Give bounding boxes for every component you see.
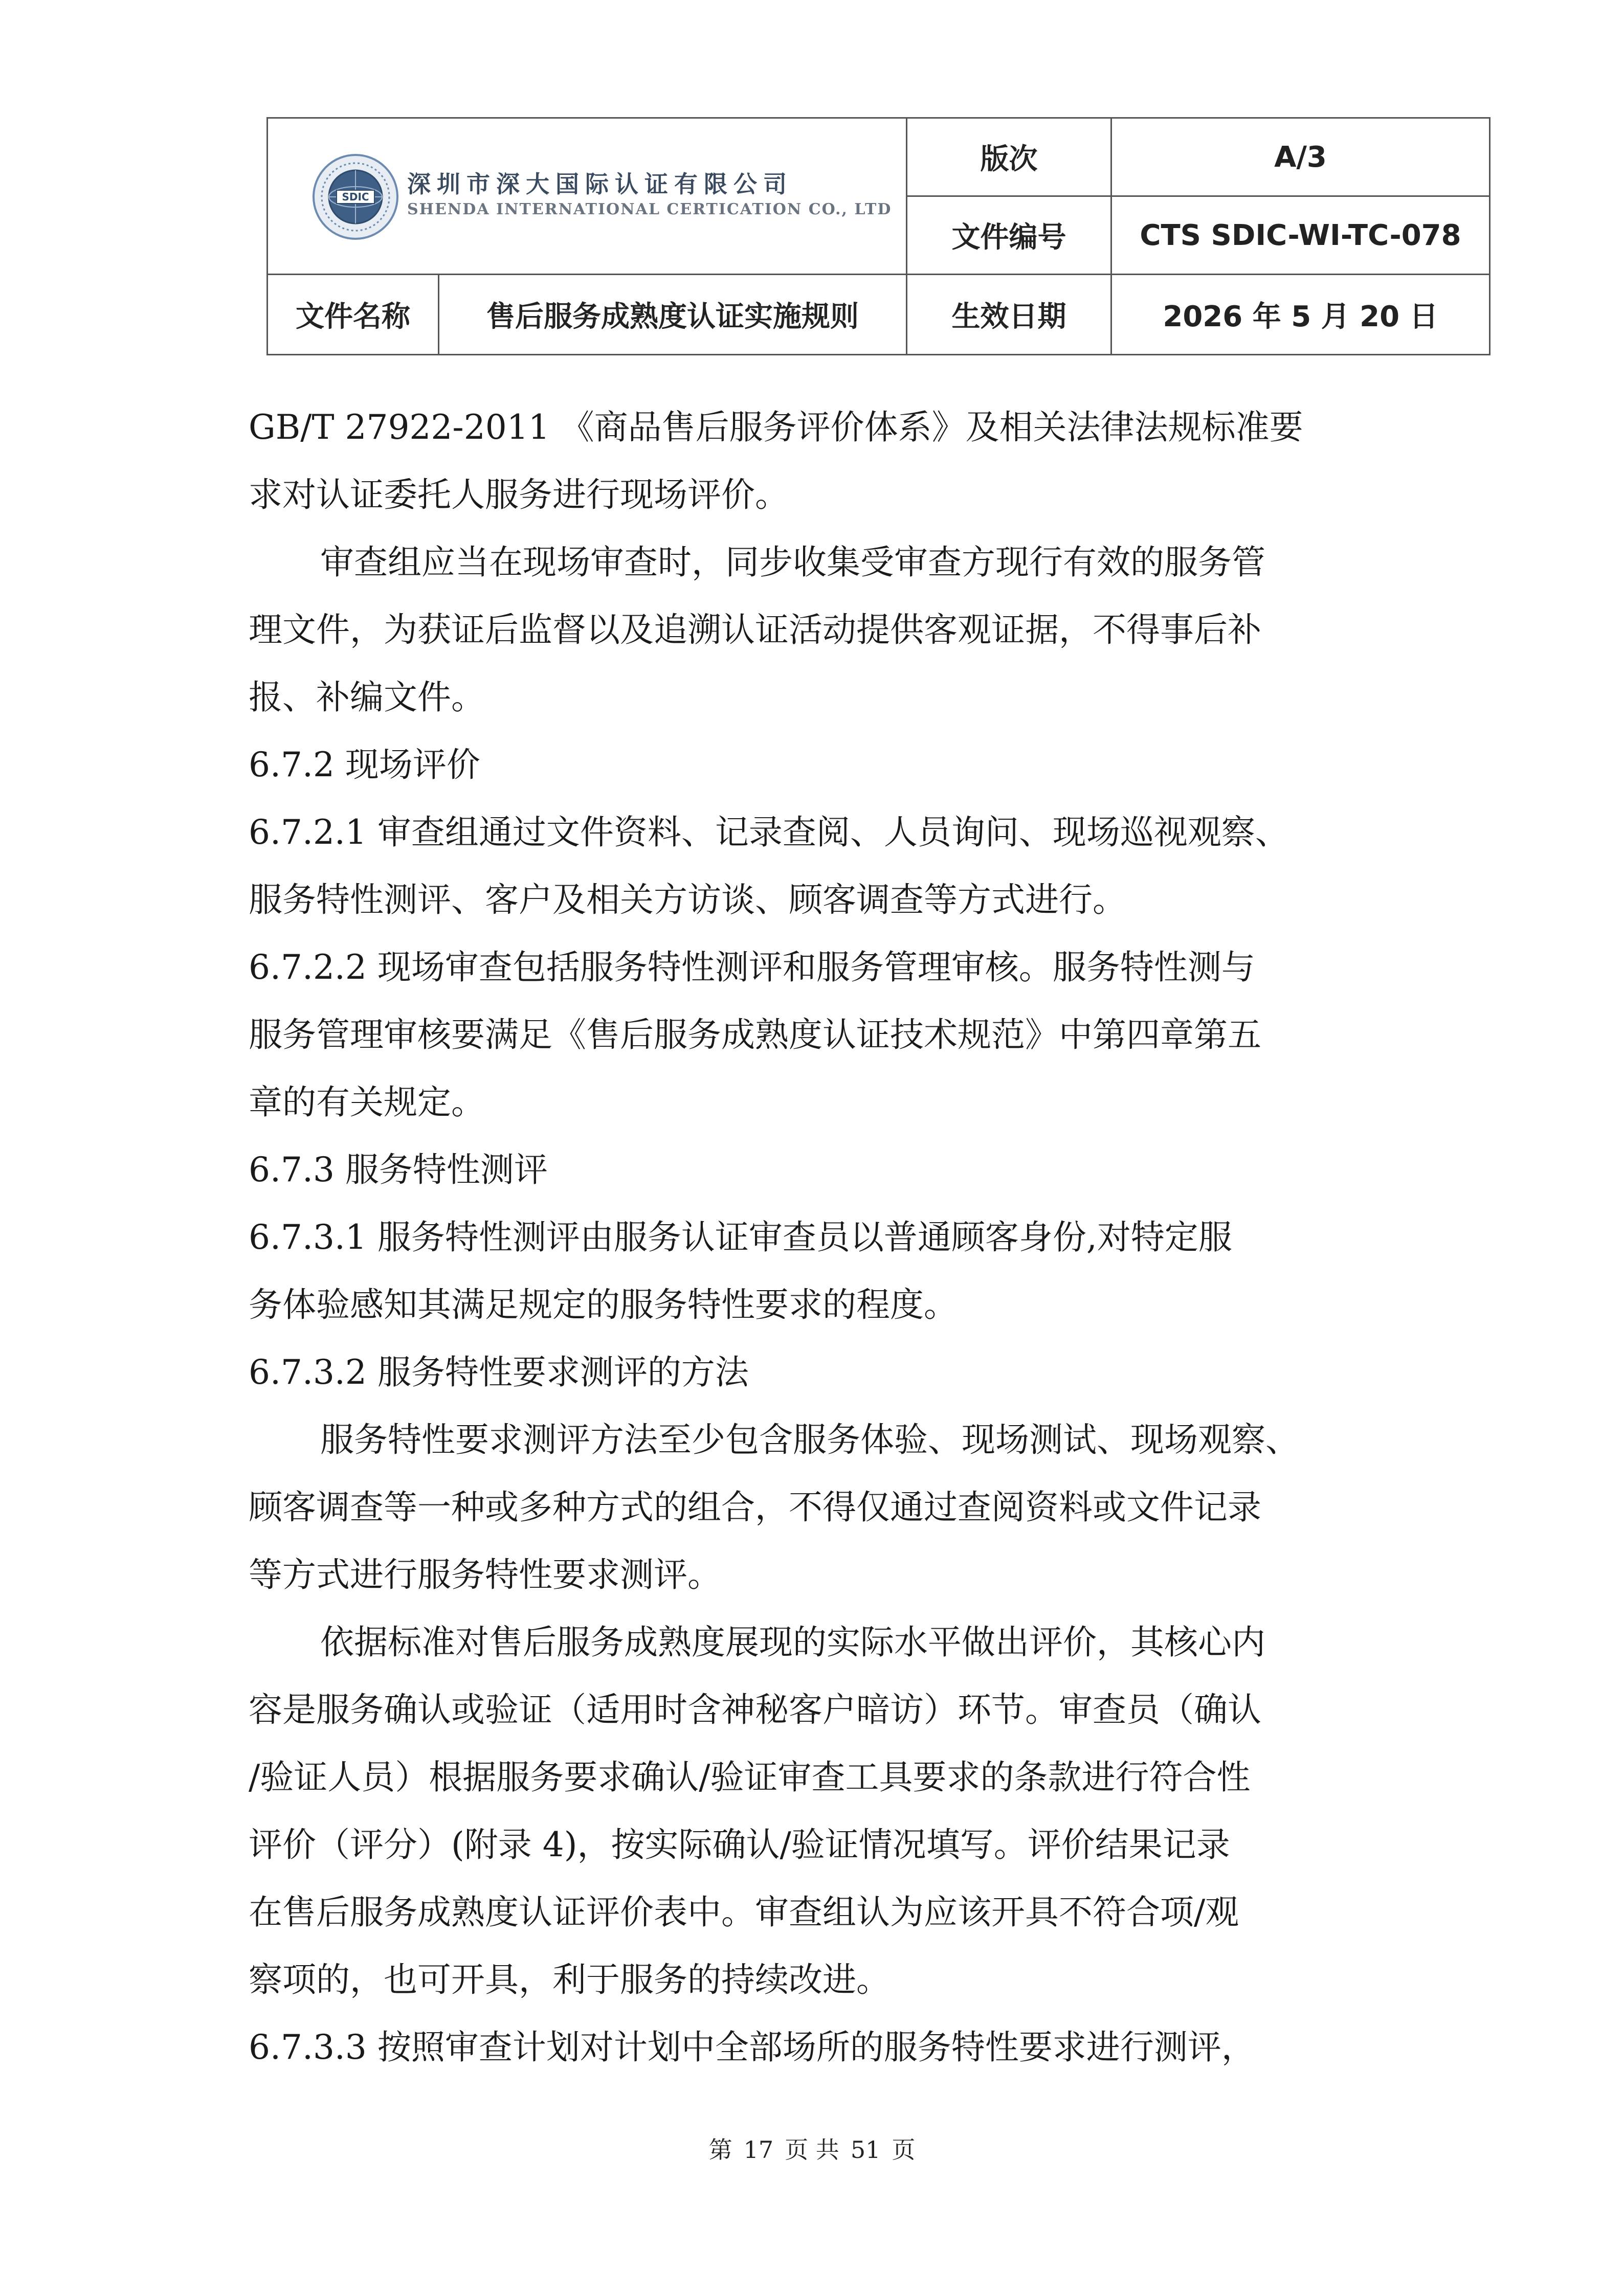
body-line: 服务特性测评、客户及相关方访谈、顾客调查等方式进行。 bbox=[249, 880, 1126, 919]
body-line: 在售后服务成熟度认证评价表中。审查组认为应该开具不符合项/观 bbox=[249, 1893, 1239, 1932]
section-heading: 6.7.2 现场评价 bbox=[249, 745, 480, 784]
document-body bbox=[249, 394, 1389, 2081]
body-line: 等方式进行服务特性要求测评。 bbox=[249, 1555, 721, 1594]
body-line: 报、补编文件。 bbox=[249, 678, 485, 717]
body-line: /验证人员）根据服务要求确认/验证审查工具要求的条款进行符合性 bbox=[249, 1758, 1251, 1797]
footer-prefix: 第 bbox=[708, 2136, 732, 2164]
body-line: 6.7.3.3 按照审查计划对计划中全部场所的服务特性要求进行测评， bbox=[249, 2028, 1255, 2067]
version-label: 版次 bbox=[907, 118, 1111, 196]
body-line: 评价（评分）(附录 4)，按实际确认/验证情况填写。评价结果记录 bbox=[249, 1825, 1230, 1864]
footer-suffix: 页 bbox=[892, 2136, 916, 2164]
current-page-number: 17 bbox=[743, 2136, 774, 2164]
company-name-en: SHENDA INTERNATIONAL CERTICATION CO., LTD bbox=[407, 200, 892, 218]
footer-middle: 页 共 bbox=[785, 2136, 839, 2164]
company-logo bbox=[312, 153, 890, 240]
body-line: 章的有关规定。 bbox=[249, 1083, 485, 1122]
sdic-seal-icon bbox=[312, 153, 399, 240]
body-line: 理文件，为获证后监督以及追溯认证活动提供客观证据，不得事后补 bbox=[249, 610, 1261, 649]
body-line: 6.7.2.1 审查组通过文件资料、记录查阅、人员询问、现场巡视观察、 bbox=[249, 813, 1289, 852]
total-page-count: 51 bbox=[850, 2136, 881, 2164]
doc-number-value: CTS SDIC-WI-TC-078 bbox=[1111, 196, 1490, 275]
effective-date-label: 生效日期 bbox=[907, 275, 1111, 355]
body-line: 审查组应当在现场审查时，同步收集受审查方现行有效的服务管 bbox=[320, 543, 1265, 582]
body-line: 依据标准对售后服务成熟度展现的实际水平做出评价，其核心内 bbox=[320, 1623, 1265, 1662]
doc-name-label: 文件名称 bbox=[268, 275, 439, 355]
body-line: 6.7.3.1 服务特性测评由服务认证审查员以普通顾客身份,对特定服 bbox=[249, 1218, 1232, 1257]
body-line: 服务特性要求测评方法至少包含服务体验、现场测试、现场观察、 bbox=[320, 1420, 1299, 1459]
effective-date-value: 2026 年 5 月 20 日 bbox=[1111, 275, 1490, 355]
body-line: 察项的，也可开具，利于服务的持续改进。 bbox=[249, 1960, 890, 1999]
body-line: 容是服务确认或验证（适用时含神秘客户暗访）环节。审查员（确认 bbox=[249, 1690, 1261, 1729]
body-line: 顾客调查等一种或多种方式的组合，不得仅通过查阅资料或文件记录 bbox=[249, 1488, 1261, 1527]
company-logo-cell bbox=[268, 118, 907, 275]
body-line: 务体验感知其满足规定的服务特性要求的程度。 bbox=[249, 1285, 958, 1324]
section-heading: 6.7.3 服务特性测评 bbox=[249, 1150, 548, 1189]
body-line: 求对认证委托人服务进行现场评价。 bbox=[249, 475, 789, 514]
document-header-table bbox=[266, 117, 1490, 355]
doc-name-value: 售后服务成熟度认证实施规则 bbox=[439, 275, 907, 355]
doc-number-label: 文件编号 bbox=[907, 196, 1111, 275]
section-heading: 6.7.3.2 服务特性要求测评的方法 bbox=[249, 1353, 749, 1392]
company-name-cn: 深圳市深大国际认证有限公司 bbox=[407, 170, 793, 198]
body-line: 服务管理审核要满足《售后服务成熟度认证技术规范》中第四章第五 bbox=[249, 1015, 1261, 1054]
version-value: A/3 bbox=[1111, 118, 1490, 196]
page-number-footer bbox=[0, 2131, 1624, 2165]
body-line: 6.7.2.2 现场审查包括服务特性测评和服务管理审核。服务特性测与 bbox=[249, 948, 1255, 987]
body-line: GB/T 27922-2011 《商品售后服务评价体系》及相关法律法规标准要 bbox=[249, 408, 1303, 447]
svg-text:SDIC: SDIC bbox=[342, 191, 369, 203]
